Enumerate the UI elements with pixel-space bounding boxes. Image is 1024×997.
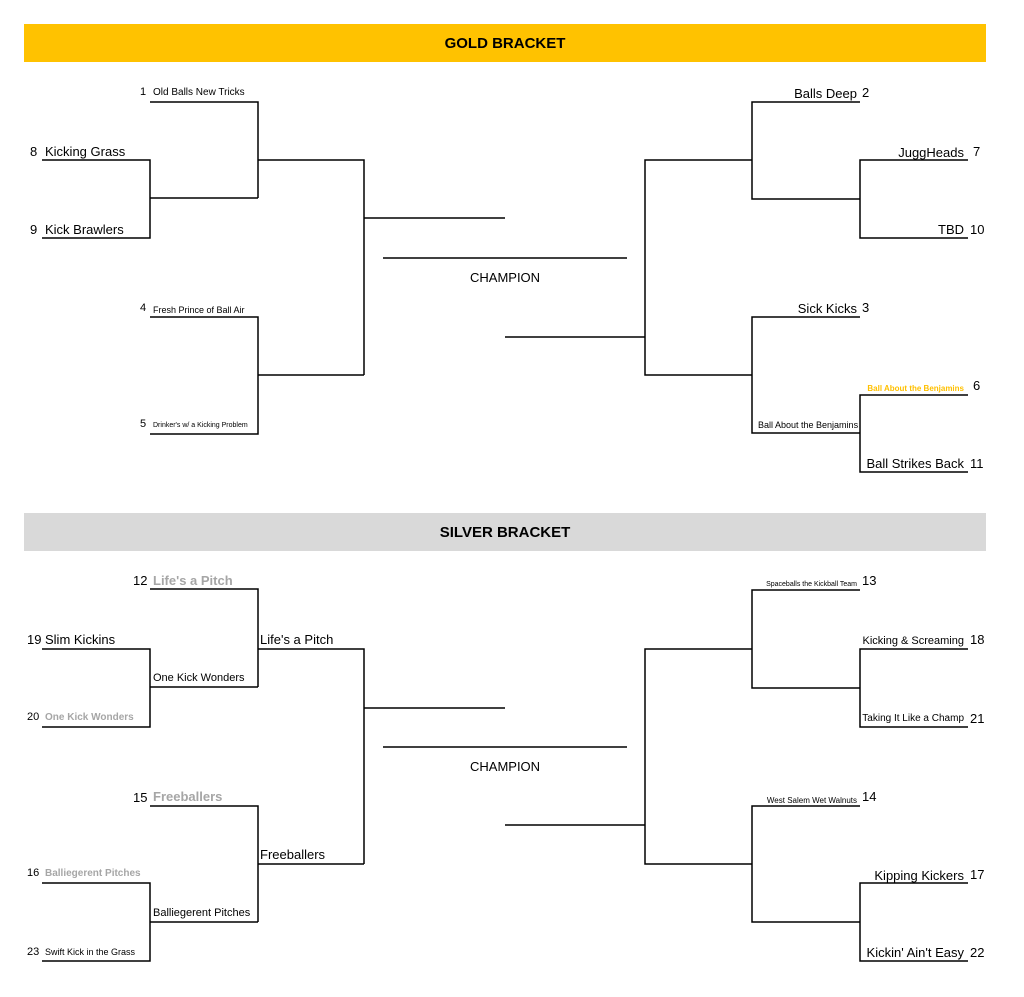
- gold-team-seed-3: Sick Kicks: [797, 301, 857, 316]
- silver-winner-seed-15: Freeballers: [260, 847, 326, 862]
- gold-seed-1: 1: [140, 86, 147, 98]
- silver-seed-18: 18: [970, 632, 985, 647]
- gold-team-seed-1: Old Balls New Tricks: [153, 87, 245, 98]
- gold-line-q1-winner: [258, 160, 364, 375]
- silver-seed-21: 21: [970, 711, 985, 726]
- silver-seed-17: 17: [970, 867, 985, 882]
- silver-team-seed-17: Kipping Kickers: [874, 868, 964, 883]
- silver-team-seed-12: Life's a Pitch: [153, 573, 233, 588]
- gold-winner-6-v-11: Ball About the Benjamins: [758, 420, 859, 430]
- gold-team-seed-8: Kicking Grass: [45, 144, 126, 159]
- gold-line-seed4: [150, 317, 258, 434]
- gold-seed-9: 9: [30, 222, 38, 237]
- silver-seed-14: 14: [862, 789, 877, 804]
- silver-winner-19-v-20: One Kick Wonders: [153, 672, 245, 684]
- silver-line-seed15: [150, 806, 258, 922]
- silver-seed-12: 12: [133, 573, 148, 588]
- silver-champion-label: CHAMPION: [470, 759, 541, 774]
- silver-team-seed-22: Kickin' Ain't Easy: [866, 945, 964, 960]
- silver-seed-13: 13: [862, 573, 877, 588]
- silver-team-seed-23: Swift Kick in the Grass: [45, 947, 136, 957]
- silver-team-seed-21: Taking It Like a Champ: [862, 713, 964, 724]
- silver-team-seed-18: Kicking & Screaming: [862, 635, 964, 647]
- silver-seed-15: 15: [133, 790, 148, 805]
- silver-line-seed13: [752, 590, 860, 688]
- gold-seed-10: 10: [970, 222, 985, 237]
- silver-team-seed-20: One Kick Wonders: [45, 712, 134, 723]
- gold-seed-3: 3: [862, 300, 870, 315]
- silver-line-q3-winner: [645, 649, 752, 864]
- gold-seed-7: 7: [973, 144, 981, 159]
- silver-team-seed-13: Spaceballs the Kickball Team: [766, 581, 857, 588]
- gold-team-seed-2: Balls Deep: [794, 86, 857, 101]
- gold-team-seed-10: TBD: [938, 222, 964, 237]
- gold-seed-8: 8: [30, 144, 38, 159]
- gold-line-q3-winner: [645, 160, 752, 375]
- gold-team-seed-7: JuggHeads: [898, 145, 964, 160]
- gold-team-seed-6: Ball About the Benjamins: [867, 384, 964, 393]
- silver-team-seed-16: Balliegerent Pitches: [45, 868, 141, 879]
- silver-seed-22: 22: [970, 945, 985, 960]
- silver-bracket-title: SILVER BRACKET: [439, 523, 571, 541]
- silver-seed-16: 16: [27, 867, 40, 879]
- silver-seed-20: 20: [27, 711, 40, 723]
- gold-seed-11: 11: [970, 456, 984, 471]
- gold-team-seed-9: Kick Brawlers: [45, 222, 124, 237]
- silver-winner-seed-12: Life's a Pitch: [260, 632, 334, 647]
- gold-line-seed1: [150, 102, 258, 198]
- gold-seed-5: 5: [140, 418, 147, 430]
- silver-team-seed-14: West Salem Wet Walnuts: [766, 796, 857, 805]
- gold-line-seed3: [752, 317, 860, 433]
- gold-seed-2: 2: [862, 85, 870, 100]
- gold-seed-6: 6: [973, 378, 981, 393]
- silver-winner-16-v-23: Balliegerent Pitches: [153, 907, 251, 919]
- gold-line-seed2: [752, 102, 860, 199]
- gold-champion-label: CHAMPION: [470, 270, 541, 285]
- gold-team-seed-11: Ball Strikes Back: [866, 456, 964, 471]
- gold-bracket-title: GOLD BRACKET: [444, 34, 566, 52]
- gold-seed-4: 4: [140, 302, 147, 314]
- gold-team-seed-4: Fresh Prince of Ball Air: [153, 305, 245, 315]
- silver-seed-23: 23: [27, 946, 40, 958]
- silver-team-seed-15: Freeballers: [153, 789, 223, 804]
- silver-team-seed-19: Slim Kickins: [45, 632, 116, 647]
- gold-team-seed-5: Drinker's w/ a Kicking Problem: [153, 422, 248, 429]
- silver-line-seed14: [752, 806, 860, 922]
- silver-seed-19: 19: [27, 632, 42, 647]
- silver-line-q1-winner: [258, 649, 364, 864]
